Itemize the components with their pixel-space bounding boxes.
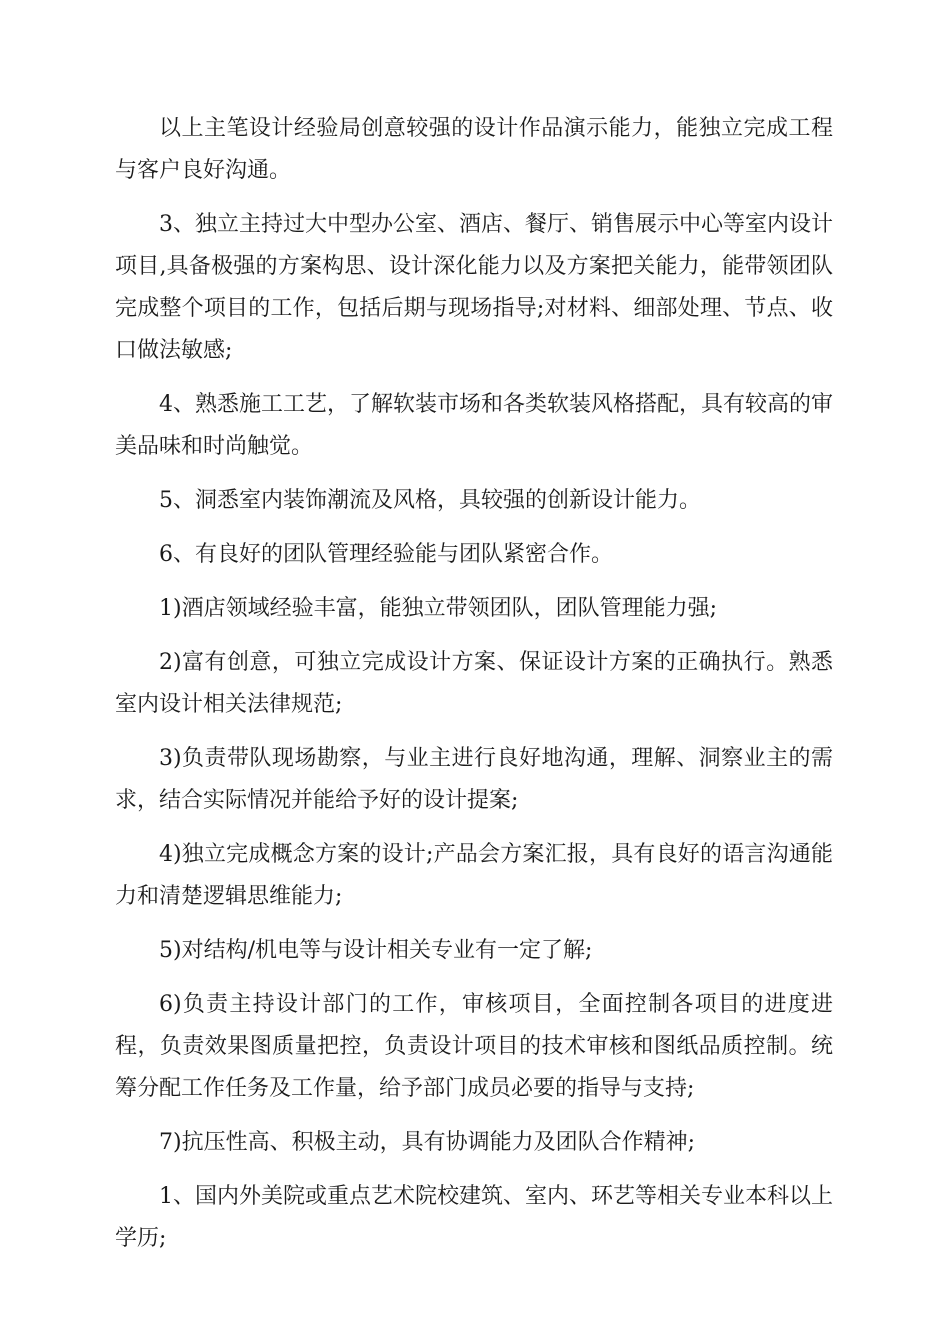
paragraph-sub-2: 2)富有创意，可独立完成设计方案、保证设计方案的正确执行。熟悉室内设计相关法律规范; — [115, 650, 833, 717]
paragraph-item-5: 5、洞悉室内装饰潮流及风格，具较强的创新设计能力。 — [159, 488, 701, 513]
paragraph-sub-3: 3)负责带队现场勘察，与业主进行良好地沟通，理解、洞察业主的需求，结合实际情况并能给予好的设计提案; — [115, 746, 833, 813]
paragraph-intro: 以上主笔设计经验局创意较强的设计作品演示能力，能独立完成工程与客户良好沟通。 — [115, 116, 833, 183]
paragraph-sub-5: 5)对结构/机电等与设计相关专业有一定了解; — [159, 938, 593, 963]
paragraph-item-3: 3、独立主持过大中型办公室、酒店、餐厅、销售展示中心等室内设计项目,具备极强的方案构思、设计深化能力以及方案把关能力，能带领团队完成整个项目的工作，包括后期与现场指导;对材料、细部处理、节点、收口做法敏感; — [115, 212, 833, 363]
paragraph-item-6: 6、有良好的团队管理经验能与团队紧密合作。 — [159, 542, 613, 567]
document-body — [115, 108, 833, 1272]
paragraph-item-4: 4、熟悉施工工艺，了解软装市场和各类软装风格搭配，具有较高的审美品味和时尚触觉。 — [115, 392, 833, 459]
paragraph-sub-4: 4)独立完成概念方案的设计;产品会方案汇报，具有良好的语言沟通能力和清楚逻辑思维能力; — [115, 842, 833, 909]
paragraph-sub-7: 7)抗压性高、积极主动，具有协调能力及团队合作精神; — [159, 1130, 695, 1155]
paragraph-sub-6: 6)负责主持设计部门的工作，审核项目，全面控制各项目的进度进程，负责效果图质量把控，负责设计项目的技术审核和图纸品质控制。统筹分配工作任务及工作量，给予部门成员必要的指导与支持; — [115, 992, 833, 1101]
paragraph-requirement-1: 1、国内外美院或重点艺术院校建筑、室内、环艺等相关专业本科以上学历; — [115, 1184, 833, 1251]
paragraph-sub-1: 1)酒店领域经验丰富，能独立带领团队，团队管理能力强; — [159, 596, 717, 621]
